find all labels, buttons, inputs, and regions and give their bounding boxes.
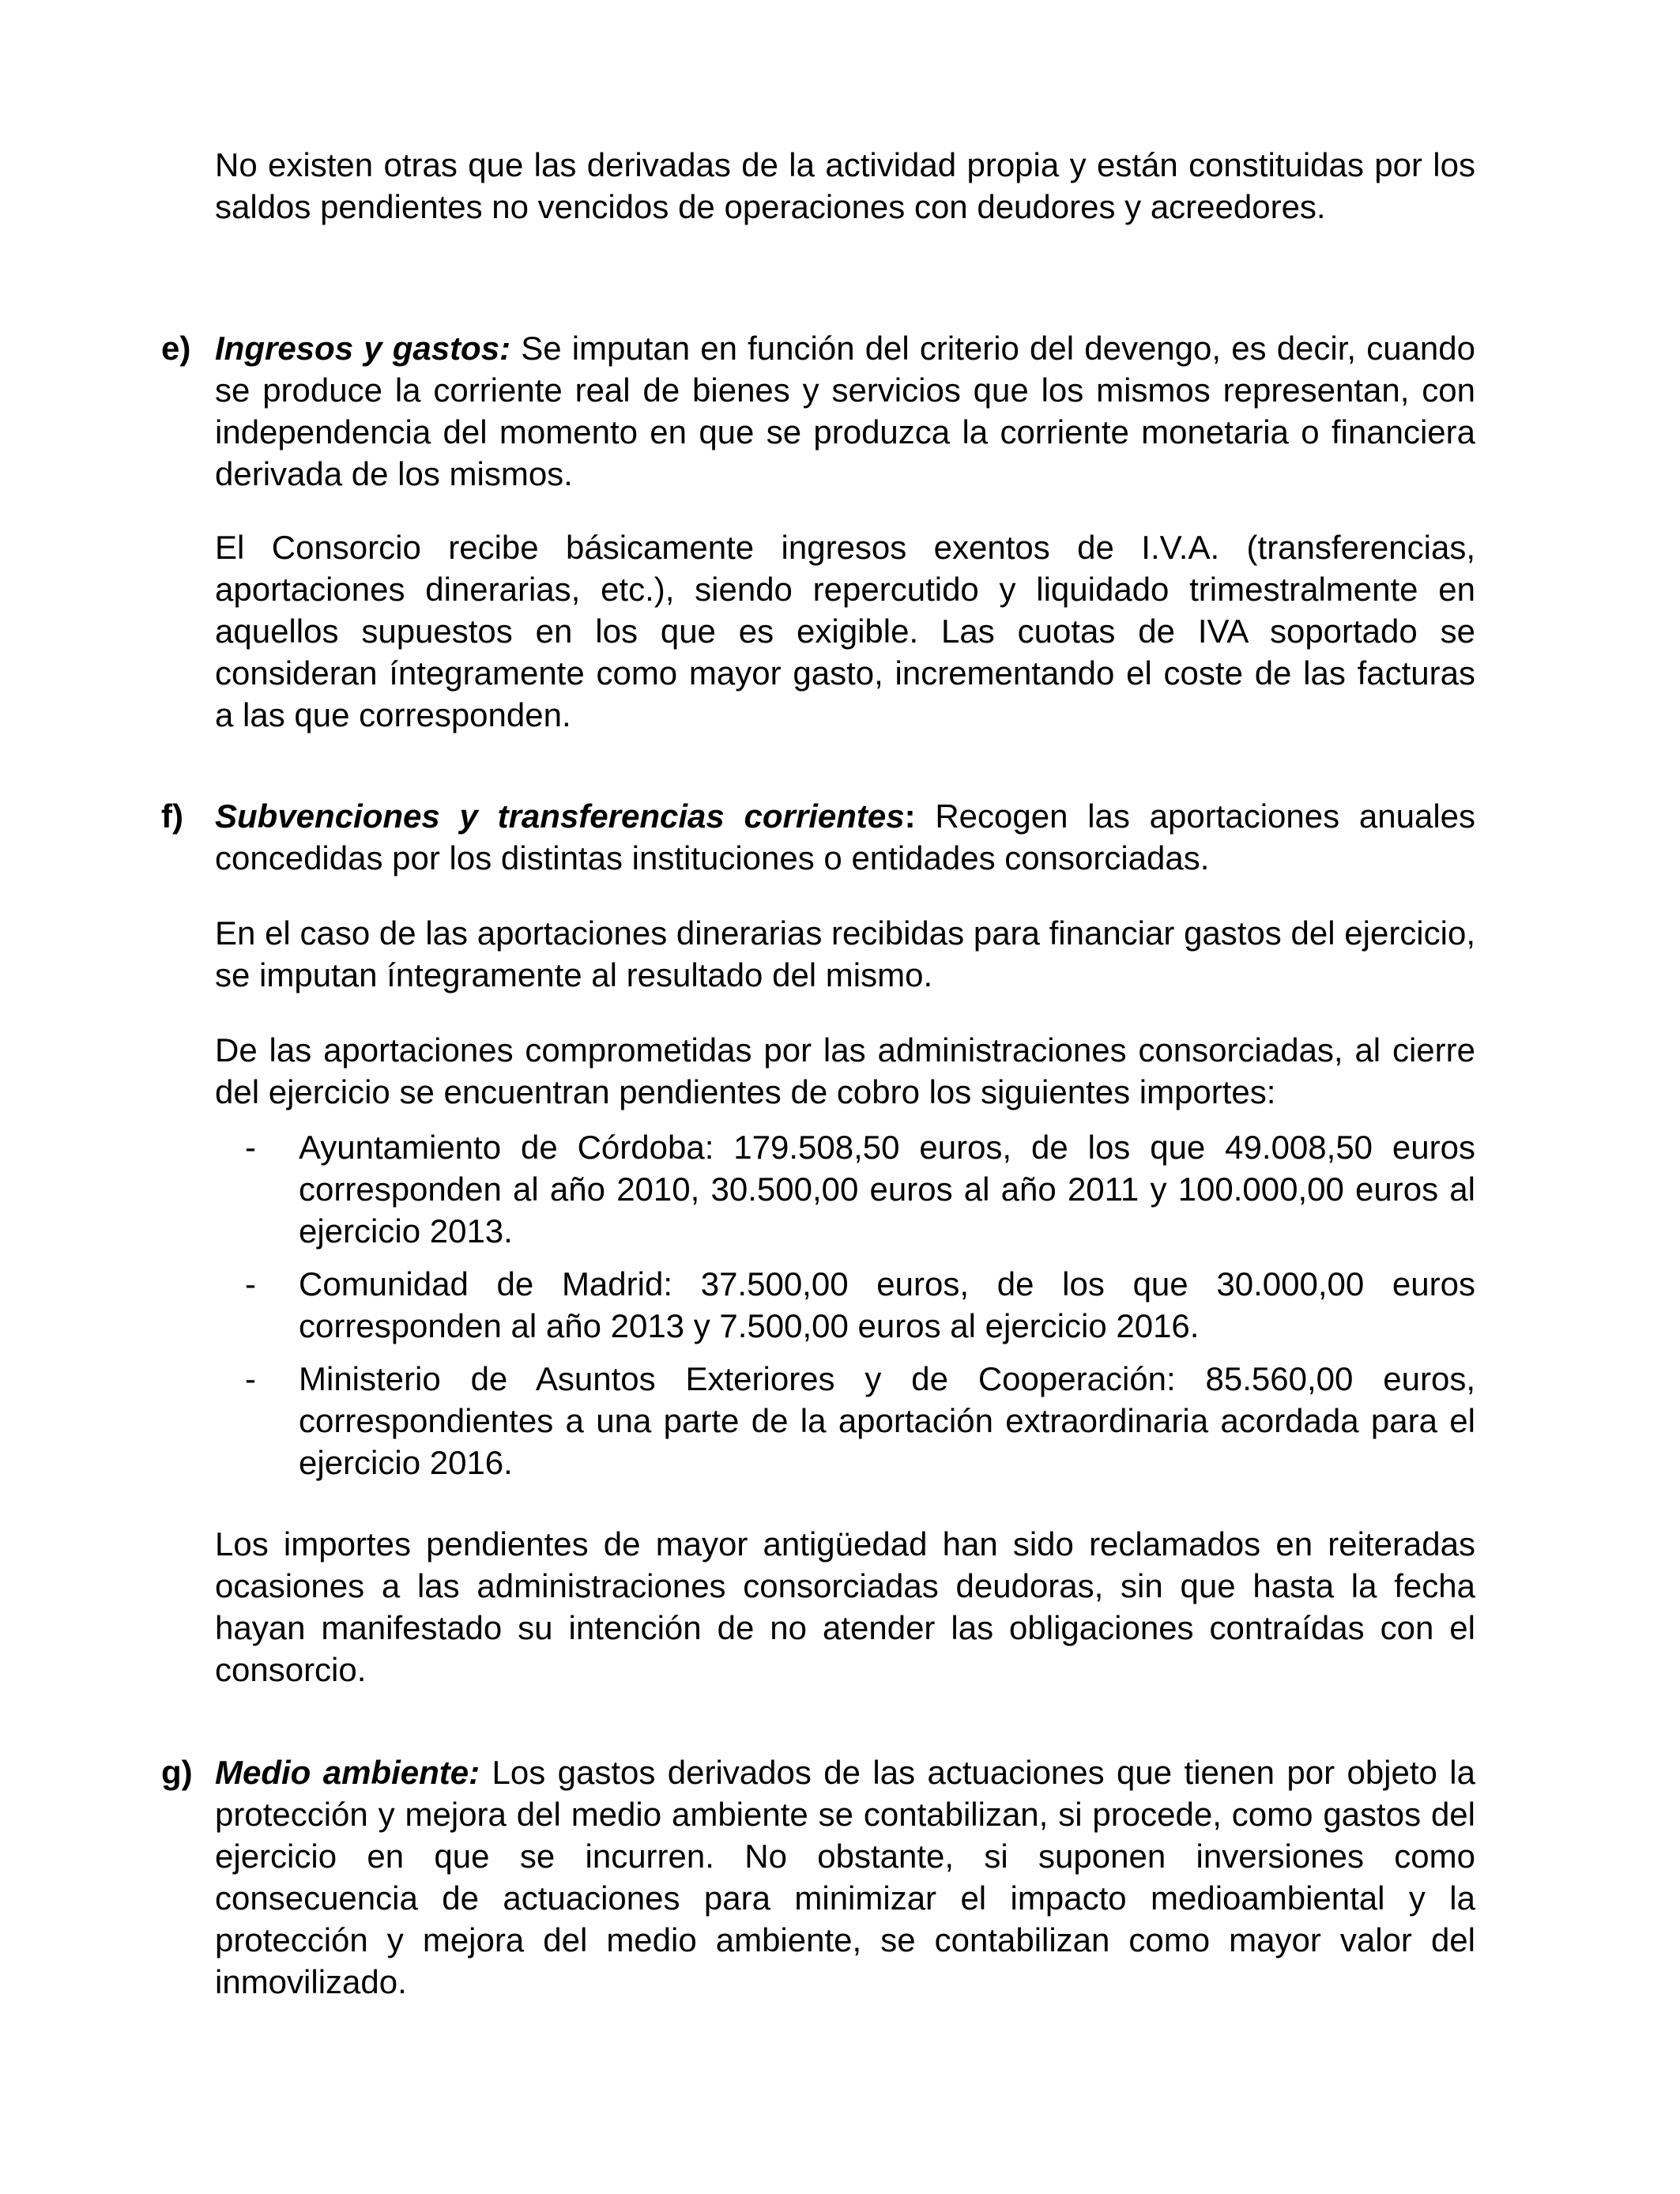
section-f-paragraph-4 — [215, 1523, 1475, 1691]
list-item — [215, 1263, 1475, 1347]
section-g-label: g) — [161, 1754, 193, 1791]
section-e-paragraph-2 — [215, 526, 1475, 736]
section-e-label: e) — [161, 330, 191, 367]
section-f-paragraph-3 — [215, 1029, 1475, 1113]
section-f-heading-colon: : — [904, 797, 916, 835]
bullet-text: Ministerio de Asuntos Exteriores y de Cooperación: 85.560,00 euros, correspondientes a una parte de la aportación extraordinaria acordada para el ejercicio 2016. — [299, 1360, 1475, 1481]
intro-text: No existen otras que las derivadas de la actividad propia y están constituidas por los saldos pendientes no vencidos de operaciones con deudores y acreedores. — [215, 146, 1475, 225]
intro-paragraph — [215, 144, 1475, 228]
section-f-paragraph-2 — [215, 912, 1475, 996]
pending-amounts-list — [215, 1126, 1475, 1483]
bullet-dash: - — [245, 1129, 256, 1166]
section-e-paragraph — [215, 327, 1475, 495]
list-item — [215, 1126, 1475, 1252]
section-f-heading: Subvenciones y transferencias corrientes — [215, 797, 905, 835]
list-item — [215, 1358, 1475, 1483]
bullet-dash: - — [245, 1360, 256, 1397]
section-e-heading: Ingresos y gastos: — [215, 330, 511, 367]
section-e-text: Se imputan en función del criterio del devengo, es decir, cuando se produce la corriente real de bienes y servicios que los mismos representan, con independencia del momento en que se produzca la corriente monetaria o financiera derivada de los mismos. — [215, 330, 1476, 492]
bullet-text: Comunidad de Madrid: 37.500,00 euros, de los que 30.000,00 euros corresponden al año 2013 y 7.500,00 euros al ejercicio 2016. — [299, 1265, 1475, 1344]
bullet-text: Ayuntamiento de Córdoba: 179.508,50 euros, de los que 49.008,50 euros corresponden al año 2010, 30.500,00 euros al año 2011 y 100.000,00 euros al ejercicio 2013. — [299, 1129, 1475, 1250]
section-g-text: Los gastos derivados de las actuaciones que tienen por objeto la protección y mejora del medio ambiente se contabilizan, si procede, como gastos del ejercicio en que se incurren. No obstante, si suponen inversiones como consecuencia de actuaciones para minimizar el impacto medioambiental y la protección y mejora del medio ambiente, se contabilizan como mayor valor del inmovilizado. — [215, 1754, 1475, 2000]
section-f-paragraph — [215, 795, 1475, 879]
section-f-paragraph-2-text: En el caso de las aportaciones dinerarias recibidas para financiar gastos del ejercicio, se imputan íntegramente al resultado del mismo. — [215, 914, 1475, 993]
bullet-dash: - — [245, 1265, 256, 1302]
section-f-label: f) — [161, 797, 183, 835]
section-f-paragraph-3-text: De las aportaciones comprometidas por las administraciones consorciadas, al cierre del ejercicio se encuentran pendientes de cobro los siguientes importes: — [215, 1031, 1475, 1110]
section-f-text: Recogen las aportaciones anuales concedidas por los distintas instituciones o entidades consorciadas. — [215, 797, 1476, 876]
section-f-paragraph-4-text: Los importes pendientes de mayor antigüedad han sido reclamados en reiteradas ocasiones a las administraciones consorciadas deudoras, sin que hasta la fecha hayan manifestado su intención de no atender las obligaciones contraídas con el consorcio. — [215, 1525, 1475, 1688]
section-e-paragraph-2-text: El Consorcio recibe básicamente ingresos exentos de I.V.A. (transferencias, aportaciones dinerarias, etc.), siendo repercutido y liquidado trimestralmente en aquellos supuestos en los que es exigible. Las cuotas de IVA soportado se consideran íntegramente como mayor gasto, incrementando el coste de las facturas a las que corresponden. — [215, 529, 1475, 733]
section-g-heading: Medio ambiente: — [215, 1754, 480, 1791]
section-g-paragraph — [215, 1751, 1475, 2003]
